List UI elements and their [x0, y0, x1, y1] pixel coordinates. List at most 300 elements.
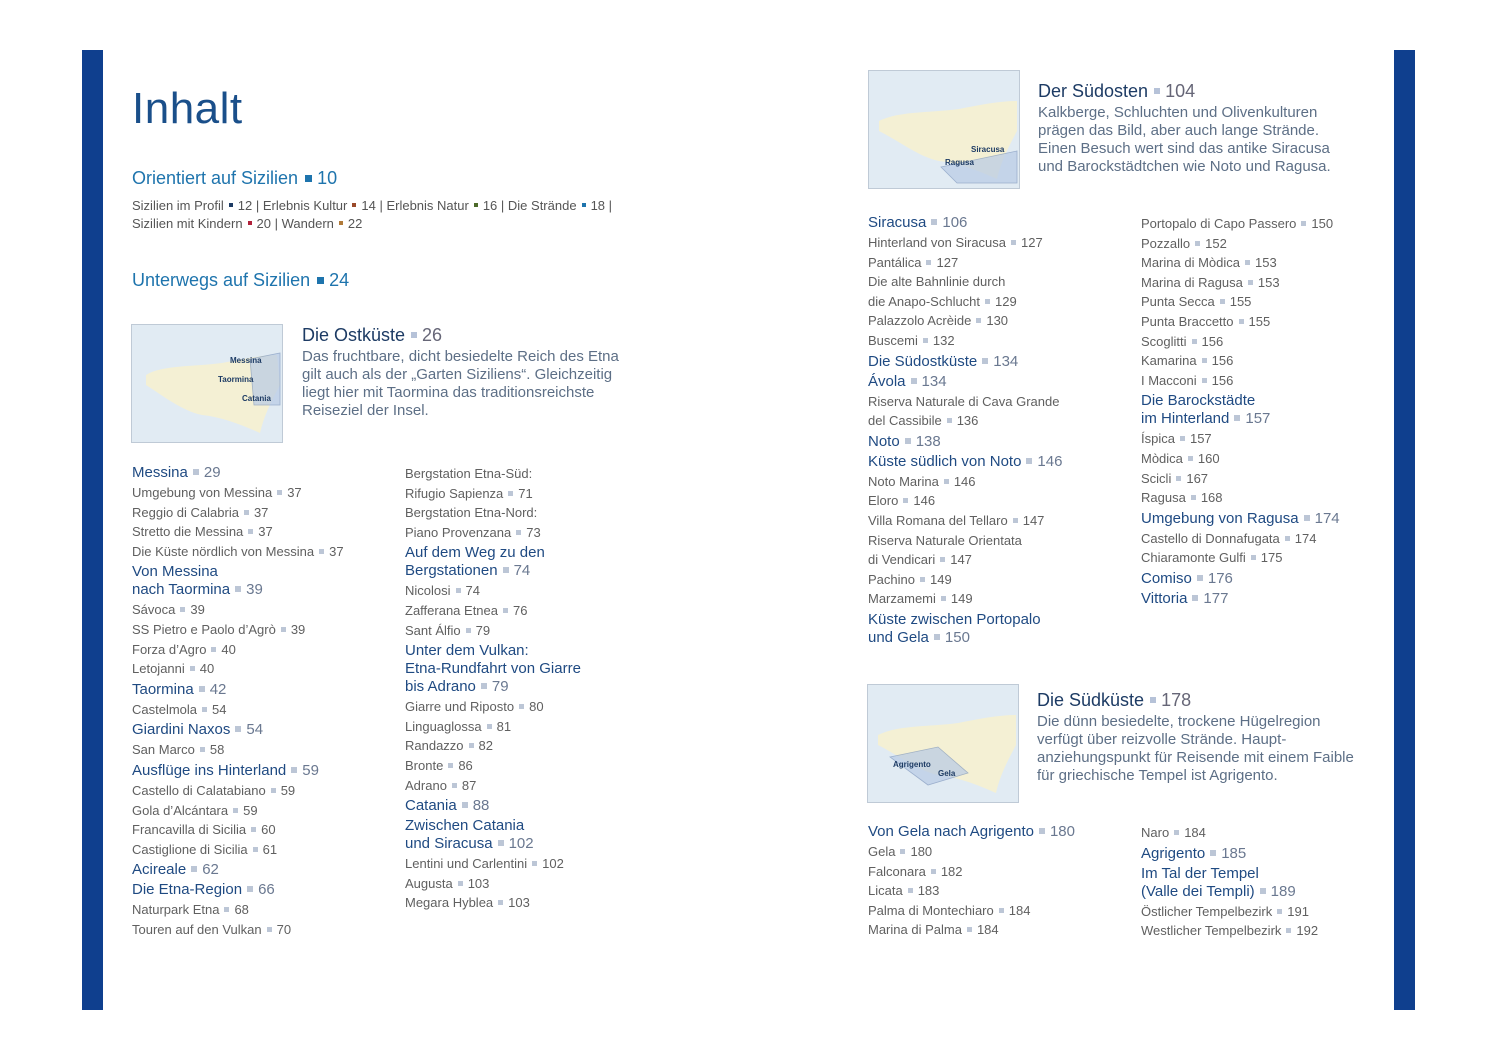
entry-title: Riserva Naturale Orientata di Vendicari	[868, 532, 1022, 568]
region-map-suedkueste	[867, 684, 1019, 803]
entry-page: 160	[1197, 450, 1220, 466]
entry-title: Messina	[132, 464, 188, 481]
toc-entry[interactable]	[405, 697, 665, 717]
entry-page: 184	[1184, 825, 1206, 840]
entry-title: Küste zwischen Portopalo und Gela	[868, 610, 1041, 646]
section-page: 24	[329, 270, 350, 290]
entry-title: Falconara	[868, 863, 926, 879]
separator-square-icon	[976, 318, 981, 323]
entry-title: Nicolosi	[405, 583, 451, 599]
toc-entry[interactable]	[868, 491, 1128, 511]
map-label: Taormina	[218, 375, 254, 384]
toc-heading-entry[interactable]	[868, 353, 1128, 371]
separator-square-icon	[1301, 221, 1306, 226]
toc-entry[interactable]	[132, 700, 392, 720]
entry-page: 191	[1287, 903, 1309, 919]
toc-heading-entry[interactable]	[868, 373, 1128, 391]
toc-entry[interactable]	[405, 717, 665, 737]
entry-title: Zwischen Catania und Siracusa	[405, 817, 525, 853]
overview-item-page: 16	[482, 198, 498, 213]
separator-square-icon	[191, 866, 197, 872]
entry-title: Naro	[1141, 825, 1170, 840]
separator-square-icon	[1239, 319, 1244, 324]
entry-title: Pantálica	[868, 254, 922, 270]
entry-page: 59	[302, 761, 319, 779]
toc-entry[interactable]	[132, 620, 392, 640]
entry-title: Umgebung von Ragusa	[1141, 509, 1299, 527]
entry-title: Vittoria	[1141, 589, 1188, 607]
toc-entry[interactable]	[132, 659, 392, 679]
overview-item[interactable]	[508, 198, 605, 213]
separator-square-icon	[934, 634, 940, 640]
entry-page: 54	[246, 721, 264, 739]
entry-title: Sávoca	[132, 602, 176, 618]
separator-square-icon	[516, 530, 521, 535]
separator-square-icon	[247, 886, 253, 892]
entry-title: Von Gela nach Agrigento	[868, 823, 1034, 840]
entry-page: 149	[929, 571, 952, 587]
entry-title: Naturpark Etna	[132, 902, 220, 918]
toc-entry[interactable]	[132, 600, 392, 620]
entry-title: Hinterland von Siracusa	[868, 235, 1007, 250]
separator-square-icon	[202, 707, 207, 712]
overview-item-title: Die Strände	[507, 198, 577, 213]
toc-entry[interactable]	[1141, 234, 1401, 254]
toc-heading-entry[interactable]	[132, 681, 392, 699]
toc-entry[interactable]	[868, 862, 1128, 882]
separator-square-icon	[931, 869, 936, 874]
category-square-icon	[248, 221, 252, 225]
toc-entry[interactable]	[1141, 488, 1401, 508]
category-square-icon	[229, 203, 233, 207]
entry-page: 79	[475, 622, 491, 638]
separator-square-icon	[923, 338, 928, 343]
separator-square-icon	[944, 479, 949, 484]
entry-title: Punta Secca	[1141, 294, 1215, 310]
category-square-icon	[474, 203, 478, 207]
separator-square-icon	[200, 747, 205, 752]
entry-page: 182	[940, 863, 963, 879]
entry-page: 129	[995, 293, 1017, 309]
toc-column-1	[132, 462, 392, 940]
toc-entry[interactable]	[1141, 214, 1401, 234]
entry-page: 76	[513, 602, 528, 618]
entry-page: 37	[253, 504, 269, 520]
toc-heading-entry[interactable]	[132, 881, 392, 899]
toc-heading-entry[interactable]	[132, 721, 392, 739]
toc-column-6	[1141, 823, 1401, 941]
toc-entry[interactable]	[1141, 429, 1401, 449]
entry-page: 87	[461, 777, 477, 793]
separator-square-icon	[211, 647, 216, 652]
entry-title: Megara Hyblea	[405, 895, 494, 911]
section-heading	[132, 168, 337, 189]
toc-entry[interactable]	[1141, 469, 1401, 489]
toc-entry[interactable]	[405, 874, 665, 894]
toc-entry[interactable]	[868, 511, 1128, 531]
toc-entry[interactable]	[1141, 273, 1401, 293]
separator-square-icon	[1174, 830, 1179, 835]
section-page: 10	[317, 168, 338, 188]
entry-page: 70	[276, 921, 292, 937]
separator-square-icon	[271, 788, 276, 793]
entry-page: 81	[496, 718, 512, 734]
entry-title: Castello di Donnafugata	[1141, 530, 1280, 546]
entry-page: 103	[467, 875, 490, 891]
category-square-icon	[352, 203, 356, 207]
toc-entry[interactable]	[405, 776, 665, 796]
entry-page: 176	[1207, 569, 1233, 587]
entry-title: Palazzolo Acrèide	[868, 313, 972, 329]
separator-square-icon	[458, 881, 463, 886]
entry-title: Castelmola	[132, 701, 198, 717]
entry-page: 180	[910, 844, 933, 859]
toc-heading-entry[interactable]	[868, 611, 1128, 647]
entry-page: 183	[917, 883, 940, 899]
separator-square-icon	[903, 498, 908, 503]
separator-square-icon	[1180, 436, 1185, 441]
entry-title: Chiaramonte Gulfi	[1141, 550, 1246, 566]
entry-title: Gela	[868, 844, 896, 859]
toc-entry[interactable]	[1141, 548, 1401, 568]
entry-title: Im Tal der Tempel (Valle dei Templi)	[1141, 864, 1259, 900]
entry-page: 157	[1189, 431, 1212, 447]
toc-entry[interactable]	[1141, 253, 1401, 273]
separator-square-icon	[1248, 280, 1253, 285]
entry-title: Bergstation Etna-Süd: Rifugio Sapienza	[405, 466, 533, 501]
entry-page: 189	[1270, 882, 1296, 900]
entry-title: Kamarina	[1141, 353, 1197, 369]
toc-heading-entry[interactable]	[868, 823, 1128, 841]
region-suedkueste	[1037, 690, 1357, 785]
toc-entry[interactable]	[868, 472, 1128, 492]
toc-heading-entry[interactable]	[132, 861, 392, 879]
entry-page: 74	[465, 583, 480, 599]
toc-entry[interactable]	[132, 740, 392, 760]
entry-page: 68	[234, 902, 249, 918]
separator-square-icon	[1210, 850, 1216, 856]
region-description: Das fruchtbare, dicht besiedelte Reich des Etna gilt auch als der „Garten Siziliens“. Gleichzeitig liegt hier mit Taormina das traditionsreichste Reiseziel der Insel.	[302, 348, 619, 419]
entry-title: Reggio di Calabria	[132, 504, 239, 520]
toc-heading-entry[interactable]	[1141, 590, 1401, 608]
toc-entry[interactable]	[405, 736, 665, 756]
toc-entry[interactable]	[132, 522, 392, 542]
region-title: Der Südosten	[1038, 81, 1149, 101]
separator-square-icon	[244, 510, 249, 515]
toc-column-2	[405, 464, 665, 913]
entry-page: 127	[1021, 235, 1043, 250]
toc-entry[interactable]	[868, 570, 1128, 590]
separator-square-icon	[233, 808, 238, 813]
toc-entry[interactable]	[1141, 449, 1401, 469]
toc-entry[interactable]	[1141, 332, 1401, 352]
entry-page: 37	[329, 543, 344, 559]
entry-title: Marina di Palma	[868, 922, 962, 938]
toc-heading-entry[interactable]	[1141, 865, 1401, 901]
entry-title: Punta Braccetto	[1141, 313, 1234, 329]
toc-entry[interactable]	[405, 756, 665, 776]
separator-square-icon	[235, 726, 241, 732]
entry-page: 102	[508, 835, 534, 853]
entry-page: 82	[478, 738, 494, 754]
toc-heading-entry[interactable]	[405, 642, 665, 696]
entry-title: Küste südlich von Noto	[868, 452, 1022, 470]
entry-page: 127	[936, 254, 959, 270]
toc-entry[interactable]	[868, 331, 1128, 351]
entry-title: Die Südostküste	[868, 352, 978, 370]
entry-title: Noto Marina	[868, 473, 939, 489]
toc-entry[interactable]	[132, 801, 392, 821]
entry-title: Marzamemi	[868, 591, 936, 607]
entry-page: 61	[262, 841, 278, 857]
toc-entry[interactable]	[405, 893, 665, 913]
entry-title: Westlicher Tempelbezirk	[1141, 923, 1282, 939]
entry-page: 39	[290, 621, 306, 637]
toc-heading-entry[interactable]	[405, 544, 665, 580]
toc-entry[interactable]	[1141, 902, 1401, 922]
toc-entry[interactable]	[868, 842, 1128, 862]
toc-entry[interactable]	[132, 820, 392, 840]
overview-item[interactable]	[132, 216, 271, 231]
separator-square-icon	[1039, 828, 1045, 834]
entry-page: 147	[1022, 512, 1045, 528]
separator-square-icon	[1191, 495, 1196, 500]
separator-square-icon	[319, 549, 324, 554]
toc-entry[interactable]	[868, 589, 1128, 609]
separator-square-icon	[193, 469, 199, 475]
separator-square-icon	[248, 529, 253, 534]
separator-square-icon	[448, 763, 453, 768]
separator-square-icon	[281, 627, 286, 632]
entry-page: 138	[915, 432, 941, 450]
entry-page: 167	[1186, 470, 1209, 486]
entry-title: Licata	[868, 883, 903, 899]
toc-heading-entry[interactable]	[1141, 510, 1401, 528]
entry-title: Scoglitti	[1141, 333, 1187, 349]
separator-square-icon	[941, 596, 946, 601]
overview-item[interactable]	[263, 198, 376, 213]
toc-entry[interactable]	[405, 621, 665, 641]
toc-entry[interactable]	[1141, 823, 1401, 843]
separator-square-icon	[947, 418, 952, 423]
separator-square-icon	[900, 849, 905, 854]
entry-title: Giarre und Riposto	[405, 699, 515, 715]
overview-item-title: Wandern	[281, 216, 334, 231]
separator-square-icon	[452, 783, 457, 788]
separator-square-icon	[498, 840, 504, 846]
overview-item-title: Sizilien im Profil	[132, 198, 224, 213]
entry-page: 39	[190, 602, 205, 618]
toc-entry[interactable]	[1141, 371, 1401, 391]
entry-title: Die Etna-Region	[132, 881, 243, 899]
toc-entry[interactable]	[132, 900, 392, 920]
entry-page: 168	[1200, 490, 1223, 506]
entry-title: Die Küste nördlich von Messina	[132, 543, 315, 559]
entry-page: 40	[199, 661, 215, 677]
entry-title: Randazzo	[405, 738, 464, 754]
toc-entry[interactable]	[132, 840, 392, 860]
entry-title: Castello di Calatabiano	[132, 782, 266, 798]
entry-title: Comiso	[1141, 569, 1192, 587]
separator-square-icon	[1026, 458, 1032, 464]
toc-entry[interactable]	[132, 483, 392, 503]
toc-entry[interactable]	[868, 881, 1128, 901]
entry-page: 130	[986, 313, 1009, 329]
entry-title: Gola d’Alcántara	[132, 802, 229, 818]
entry-page: 66	[258, 881, 275, 899]
entry-title: Forza d’Agro	[132, 641, 207, 657]
entry-title: Pozzallo	[1141, 235, 1191, 251]
entry-title: Unter dem Vulkan: Etna-Rundfahrt von Giarre bis Adrano	[405, 642, 581, 696]
toc-heading-entry[interactable]	[1141, 570, 1401, 588]
toc-entry[interactable]	[132, 542, 392, 562]
separator-square-icon	[508, 491, 513, 496]
entry-page: 175	[1260, 550, 1283, 566]
entry-title: I Macconi	[1141, 372, 1197, 388]
left-page-bar	[82, 50, 103, 1010]
toc-entry[interactable]	[1141, 292, 1401, 312]
overview-item-title: Erlebnis Natur	[386, 198, 469, 213]
entry-page: 88	[472, 797, 490, 815]
overview-item[interactable]	[282, 216, 363, 231]
entry-page: 184	[976, 922, 999, 938]
entry-page: 180	[1049, 823, 1075, 840]
separator-square-icon	[1195, 241, 1200, 246]
toc-heading-entry[interactable]	[868, 433, 1128, 451]
toc-column-4	[1141, 214, 1401, 609]
entry-page: 147	[950, 552, 972, 568]
separator-square-icon	[519, 704, 524, 709]
entry-page: 156	[1211, 372, 1234, 388]
separator-square-icon	[905, 438, 911, 444]
toc-heading-entry[interactable]	[405, 797, 665, 815]
overview-item-page: 22	[347, 216, 363, 231]
entry-page: 37	[258, 524, 273, 540]
toc-entry[interactable]	[132, 920, 392, 940]
overview-item[interactable]	[132, 198, 252, 213]
separator-square-icon	[1192, 595, 1198, 601]
toc-entry[interactable]	[132, 640, 392, 660]
toc-entry[interactable]	[868, 901, 1128, 921]
toc-entry[interactable]	[868, 311, 1128, 331]
entry-page: 73	[526, 524, 541, 540]
entry-page: 184	[1008, 902, 1031, 918]
separator-square-icon	[180, 607, 185, 612]
entry-title: Villa Romana del Tellaro	[868, 512, 1008, 528]
toc-entry[interactable]	[405, 601, 665, 621]
toc-entry[interactable]	[405, 464, 665, 503]
entry-title: Buscemi	[868, 332, 918, 348]
region-description: Kalkberge, Schluchten und Olivenkulturen prägen das Bild, aber auch lange Strände. Einen Besuch wert sind das antike Siracusa und Barockstädtchen wie Noto und Ragusa.	[1038, 104, 1331, 175]
entry-title: Stretto die Messina	[132, 524, 244, 540]
toc-heading-entry[interactable]	[1141, 845, 1401, 863]
overview-item[interactable]	[386, 198, 497, 213]
entry-page: 29	[203, 464, 221, 481]
entry-page: 156	[1211, 353, 1234, 369]
separator-square-icon	[456, 588, 461, 593]
entry-title: Ragusa	[1141, 490, 1186, 506]
entry-page: 150	[944, 628, 970, 646]
toc-heading-entry[interactable]	[1141, 392, 1401, 428]
separator-square-icon	[1260, 888, 1266, 894]
entry-title: Noto	[868, 432, 900, 450]
toc-entry[interactable]	[868, 531, 1128, 570]
toc-entry[interactable]	[1141, 312, 1401, 332]
entry-title: Íspica	[1141, 431, 1175, 447]
entry-title: Touren auf den Vulkan	[132, 921, 262, 937]
entry-title: Ávola	[868, 372, 906, 390]
toc-heading-entry[interactable]	[132, 464, 392, 482]
entry-title: Zafferana Etnea	[405, 602, 498, 618]
entry-title: Pachino	[868, 571, 915, 587]
entry-title: Acireale	[132, 861, 187, 879]
toc-column-3	[868, 212, 1128, 648]
entry-page: 156	[1201, 333, 1224, 349]
toc-entry[interactable]	[1141, 921, 1401, 941]
toc-entry[interactable]	[868, 392, 1128, 431]
entry-title: Sant Álfio	[405, 622, 461, 638]
entry-title: Agrigento	[1141, 844, 1206, 862]
toc-heading-entry[interactable]	[132, 563, 392, 599]
entry-title: Augusta	[405, 875, 453, 891]
separator-square-icon	[1277, 909, 1282, 914]
toc-heading-entry[interactable]	[868, 453, 1128, 471]
toc-entry[interactable]	[132, 781, 392, 801]
section-heading	[132, 270, 349, 291]
toc-heading-entry[interactable]	[132, 762, 392, 780]
entry-title: Von Messina nach Taormina	[132, 563, 231, 599]
entry-page: 60	[261, 822, 276, 838]
region-map-ostkueste	[131, 324, 283, 443]
map-label: Agrigento	[893, 760, 931, 769]
toc-entry[interactable]	[868, 920, 1128, 940]
toc-entry[interactable]	[868, 253, 1128, 273]
toc-entry[interactable]	[405, 854, 665, 874]
separator-square-icon	[1011, 240, 1016, 245]
entry-page: 192	[1296, 923, 1319, 939]
region-map-suedosten	[868, 70, 1020, 189]
separator-square-icon	[466, 628, 471, 633]
entry-page: 79	[491, 678, 509, 696]
entry-page: 157	[1245, 410, 1271, 428]
entry-title: Letojanni	[132, 661, 185, 677]
toc-entry[interactable]	[1141, 351, 1401, 371]
entry-page: 62	[202, 861, 219, 879]
entry-title: Linguaglossa	[405, 718, 482, 734]
separator-square-icon	[1245, 260, 1250, 265]
entry-page: 54	[212, 701, 227, 717]
separator-square-icon	[267, 927, 272, 932]
toc-entry[interactable]	[868, 272, 1128, 311]
toc-entry[interactable]	[405, 581, 665, 601]
entry-title: Eloro	[868, 493, 899, 509]
separator-square-icon	[982, 358, 988, 364]
toc-heading-entry[interactable]	[405, 817, 665, 853]
entry-title: Taormina	[132, 680, 194, 698]
toc-heading-entry[interactable]	[868, 214, 1128, 232]
toc-entry[interactable]	[132, 503, 392, 523]
entry-page: 40	[221, 641, 236, 657]
toc-entry[interactable]	[868, 233, 1128, 253]
entry-page: 86	[458, 757, 473, 773]
entry-page: 71	[518, 485, 533, 501]
toc-entry[interactable]	[1141, 529, 1401, 549]
entry-title: SS Pietro e Paolo d’Agrò	[132, 621, 276, 637]
toc-entry[interactable]	[405, 503, 665, 542]
entry-page: 59	[243, 802, 258, 818]
separator-square-icon	[224, 907, 229, 912]
entry-page: 153	[1257, 274, 1280, 290]
